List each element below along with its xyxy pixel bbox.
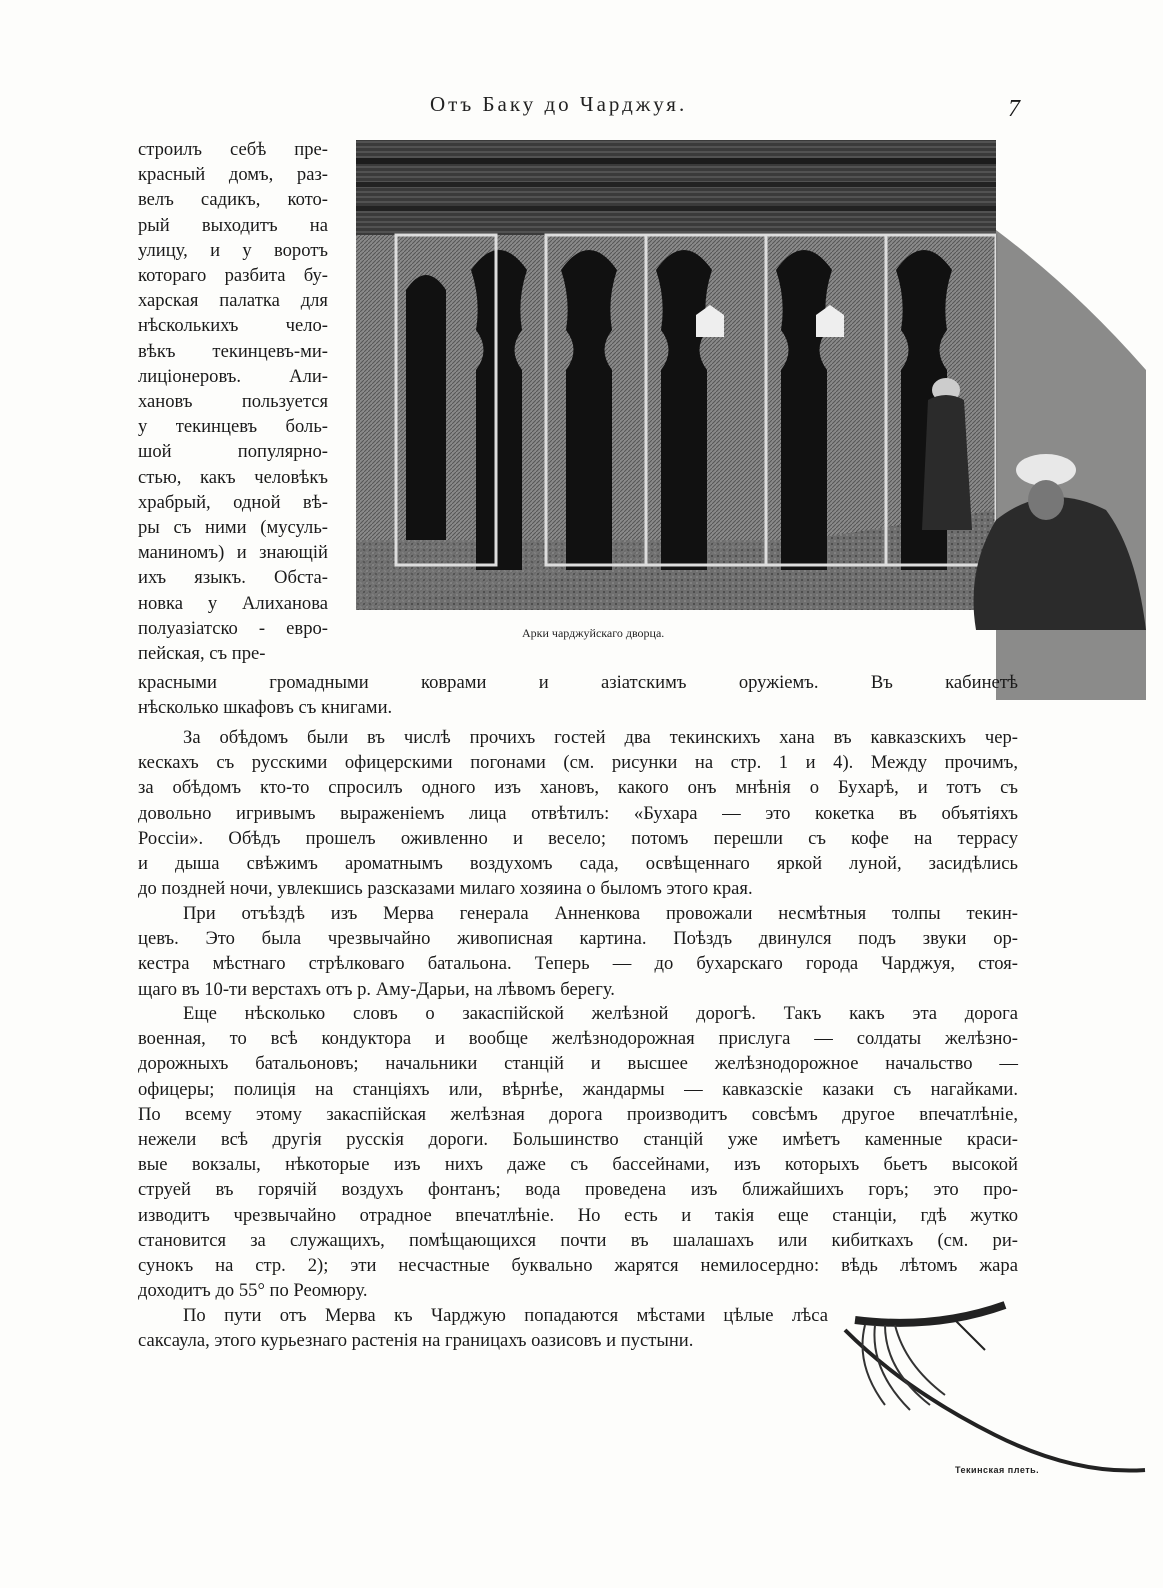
text-line: харская палатка для [138, 290, 328, 312]
whip-caption: Текинская плеть. [955, 1465, 1040, 1475]
text-line: красный домъ, раз- [138, 164, 328, 186]
text-line: доходитъ до 55° по Реомюру. [138, 1280, 368, 1302]
text-line: у текинцевъ боль- [138, 416, 328, 438]
text-line: По пути отъ Мерва къ Чарджую попадаются мѣстами цѣлые лѣса [183, 1305, 828, 1326]
text-line: цевъ. Это была чрезвычайно живописная картина. Поѣздъ двинулся подъ звуки ор- [138, 928, 1018, 950]
whip-illustration [835, 1300, 1155, 1480]
text-line: и дыша свѣжимъ ароматнымъ воздухомъ сада, освѣщеннаго яркой луной, засидѣлись [138, 853, 1018, 875]
text-line: пейская, съ пре- [138, 643, 266, 665]
text-line: ры съ ними (мусуль- [138, 517, 328, 539]
text-line: котораго разбита бу- [138, 265, 328, 287]
text-line: лиціонеровъ. Али- [138, 365, 328, 387]
text-line: Россіи». Обѣдъ прошелъ оживленно и весело; потомъ перешли съ кофе на террасу [138, 827, 1018, 849]
text-line: довольно игривымъ выраженіемъ лица отвѣтилъ: «Бухара — это кокетка въ объятіяхъ [138, 802, 1018, 824]
illustration-caption: Арки чарджуйскаго дворца. [522, 626, 665, 640]
text-line: По всему этому закаспійская желѣзная дорога производитъ совсѣмъ другое впечатлѣніе, [138, 1103, 1018, 1125]
text-after-column [138, 670, 1018, 720]
text-line: новка у Алиханова [138, 592, 328, 614]
text-line: полуазіатско - евро- [138, 617, 328, 639]
text-line: военная, то всѣ кондуктора и вообще желѣзнодорожная прислуга — солдаты желѣзно- [138, 1028, 1018, 1050]
narrow-column-text [138, 137, 328, 666]
text-line: Еще нѣсколько словъ о закаспійской желѣзной дорогѣ. Такъ какъ эта дорога [183, 1003, 1018, 1024]
text-line: изводитъ чрезвычайно отрадное впечатлѣніе. Но есть и такія еще станціи, гдѣ жутко [138, 1204, 1018, 1226]
text-line: струей въ горячій воздухъ фонтанъ; вода проведена изъ ближайшихъ горъ; это про- [138, 1179, 1018, 1201]
text-line: сунокъ на стр. 2); эти несчастные буквально жарятся немилосердно: вѣдь лѣтомъ жара [138, 1255, 1018, 1277]
paragraph-1 [138, 725, 1018, 901]
text-line: При отъѣздѣ изъ Мерва генерала Анненкова провожали несмѣтныя толпы текин- [183, 903, 1018, 924]
text-line: нѣсколько шкафовъ съ книгами. [138, 697, 393, 719]
text-line: до поздней ночи, увлекшись разсказами милаго хозяина о быломъ этого края. [138, 878, 753, 900]
text-line: саксаула, этого курьезнаго растенія на границахъ оазисовъ и пустыни. [138, 1330, 694, 1352]
paragraph-2 [138, 901, 1018, 1002]
text-line: шой популярно- [138, 441, 328, 463]
page-number: 7 [1008, 96, 1020, 122]
paragraph-4 [138, 1303, 828, 1353]
text-line: храбрый, одной вѣ- [138, 491, 328, 513]
text-line: щаго въ 10-ти верстахъ отъ р. Аму-Дарьи, на лѣвомъ берегу. [138, 978, 615, 1000]
text-line: становится за служащихъ, помѣщающихся почти въ шалашахъ или кибиткахъ (см. ри- [138, 1229, 1018, 1251]
text-line: красными громадными коврами и азіатскимъ оружіемъ. Въ кабинетѣ [138, 672, 1018, 693]
text-line: рый выходитъ на [138, 214, 328, 236]
text-line: велъ садикъ, кото- [138, 189, 328, 211]
text-line: нѣсколькихъ чело- [138, 315, 328, 337]
text-line: кескахъ съ русскими офицерскими погонами (см. рисунки на стр. 1 и 4). Между прочимъ, [138, 752, 1018, 774]
palace-arches-illustration [356, 140, 1146, 700]
text-line: вые вокзалы, нѣкоторые изъ нихъ даже съ бассейнами, изъ которыхъ бьетъ высокой [138, 1154, 1018, 1176]
text-line: офицеры; полиція на станціяхъ или, вѣрнѣе, жандармы — кавказскіе казаки съ нагайками. [138, 1078, 1018, 1100]
text-line: нежели всѣ другія русскія дороги. Большинство станцій уже имѣетъ каменные краси- [138, 1129, 1018, 1151]
text-line: за обѣдомъ кто-то спросилъ одного изъ хановъ, какого онъ мнѣнія о Бухарѣ, и тотъ съ [138, 777, 1018, 799]
text-line: стью, какъ человѣкъ [138, 466, 328, 488]
text-line: За обѣдомъ были въ числѣ прочихъ гостей два текинскихъ хана въ кавказскихъ чер- [183, 727, 1018, 748]
paragraph-3 [138, 1001, 1018, 1303]
text-line: строилъ себѣ пре- [138, 139, 328, 160]
text-line: дорожныхъ батальоновъ; начальники станцій и высшее желѣзнодорожное начальство — [138, 1053, 1018, 1075]
text-line: вѣкъ текинцевъ-ми- [138, 340, 328, 362]
text-line: хановъ пользуется [138, 391, 328, 413]
text-line: маниномъ) и знающій [138, 542, 328, 564]
text-line: улицу, и у воротъ [138, 239, 328, 261]
text-line: кестра мѣстнаго стрѣлковаго батальона. Теперь — до бухарскаго города Чарджуя, стоя- [138, 953, 1018, 975]
running-header: Отъ Баку до Чарджуя. [430, 92, 688, 116]
text-line: ихъ языкъ. Обста- [138, 567, 328, 589]
